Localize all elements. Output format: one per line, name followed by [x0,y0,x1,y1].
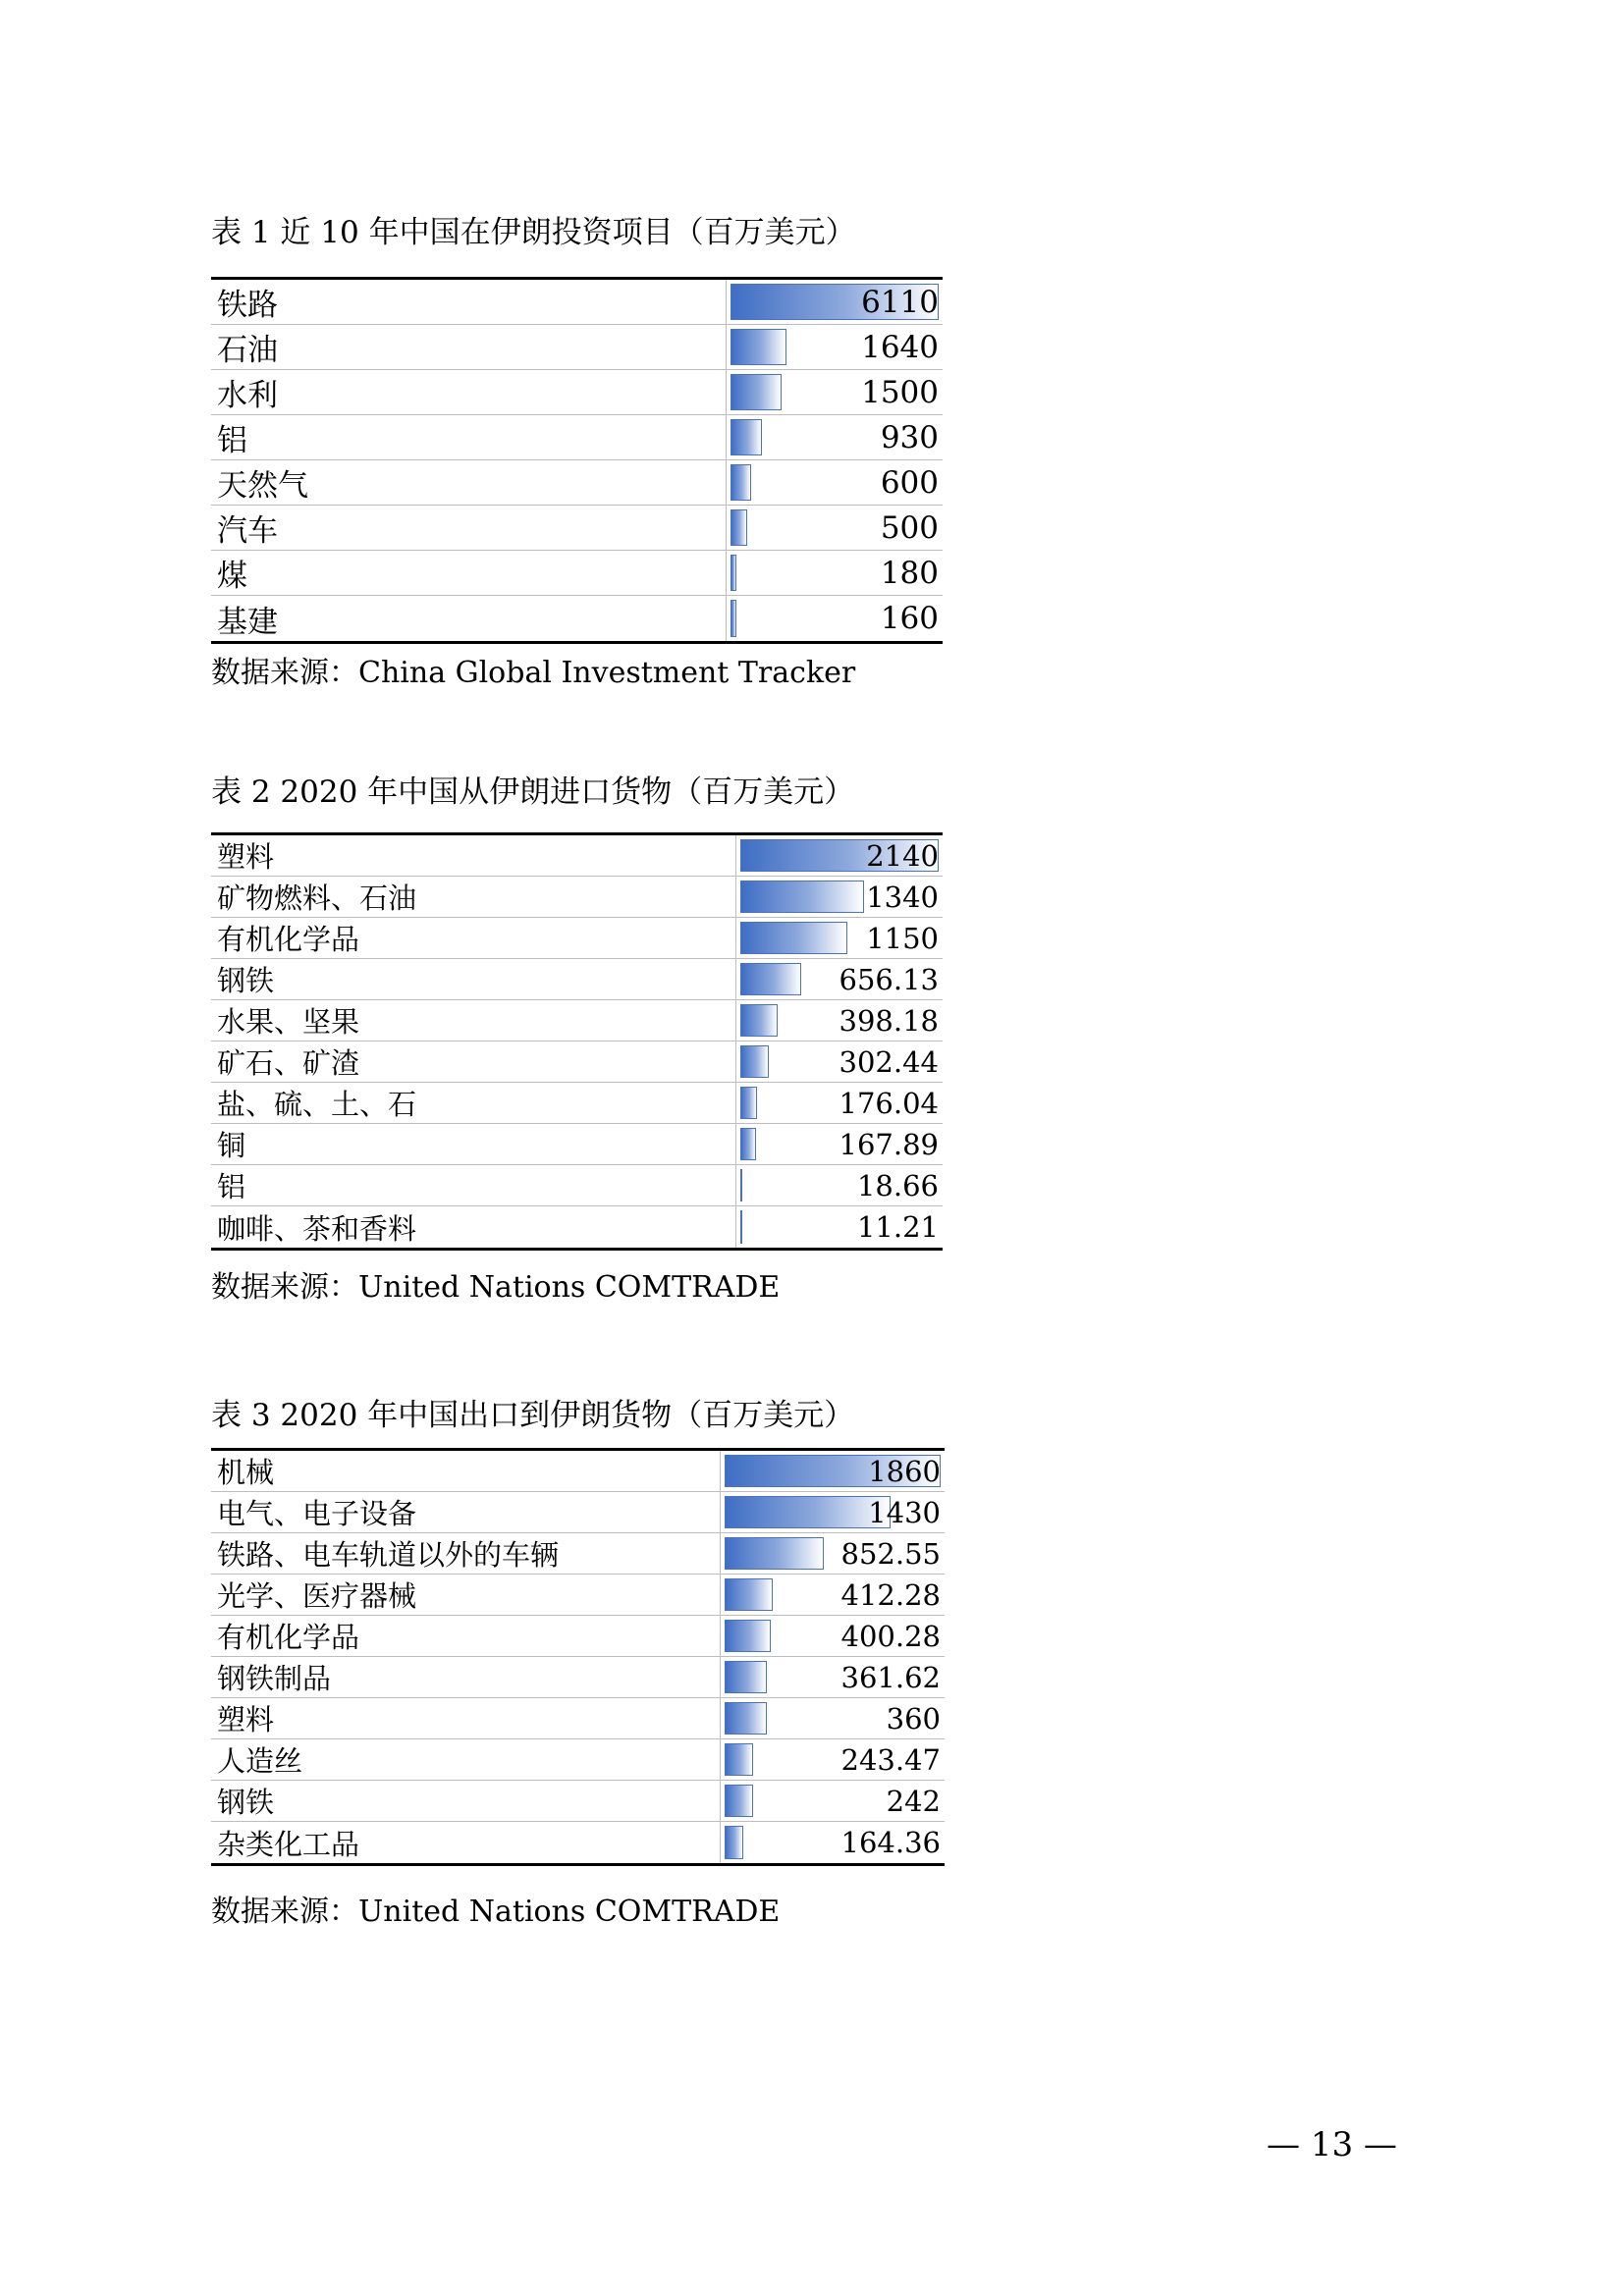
data-bar [740,963,801,995]
data-bar [725,1785,753,1817]
value-cell [727,596,943,641]
row-value: 2140 [866,838,939,873]
table-row [211,506,943,551]
row-value: 180 [880,555,939,591]
row-value: 1860 [868,1454,941,1488]
data-bar [725,1496,891,1528]
table-row [211,551,943,596]
value-cell [736,877,943,917]
table-row [211,918,943,959]
row-label: 铁路、电车轨道以外的车辆 [211,1533,721,1574]
row-label: 钢铁 [211,959,736,999]
row-label: 有机化学品 [211,1616,721,1656]
data-bar [740,1210,742,1244]
data-bar [731,329,786,365]
row-value: 11.21 [856,1210,939,1244]
value-cell [727,280,943,324]
row-value: 656.13 [839,962,939,996]
table-row [211,1698,945,1739]
table-row [211,835,943,877]
row-value: 852.55 [840,1536,941,1571]
value-cell [736,959,943,999]
value-cell [721,1492,945,1532]
table-row [211,370,943,415]
value-cell [736,1083,943,1123]
row-label: 钢铁 [211,1781,721,1821]
row-value: 18.66 [856,1168,939,1202]
value-cell [727,506,943,550]
data-bar [725,1578,773,1611]
row-label: 汽车 [211,506,727,550]
table-row [211,1781,945,1822]
row-value: 1150 [866,921,939,955]
row-value: 400.28 [840,1619,941,1653]
table-3 [211,1448,945,1866]
value-cell [721,1822,945,1863]
value-cell [721,1781,945,1821]
row-label: 铝 [211,415,727,459]
row-value: 167.89 [839,1127,939,1161]
table-row [211,1575,945,1616]
row-label: 矿物燃料、石油 [211,877,736,917]
row-value: 412.28 [840,1577,941,1612]
value-cell [721,1657,945,1697]
row-label: 人造丝 [211,1739,721,1780]
row-label: 塑料 [211,1698,721,1738]
value-cell [721,1616,945,1656]
table-row [211,1492,945,1533]
table-row [211,1822,945,1863]
row-value: 360 [886,1701,941,1735]
table-row [211,1451,945,1492]
data-bar [725,1826,743,1859]
value-cell [736,1124,943,1164]
data-bar [725,1537,824,1570]
row-label: 铜 [211,1124,736,1164]
value-cell [727,370,943,414]
table-1-source: 数据来源：China Global Investment Tracker [211,656,856,690]
table-row [211,280,943,325]
row-value: 242 [886,1784,941,1818]
row-label: 有机化学品 [211,918,736,958]
table-1-caption: 表 1 近 10 年中国在伊朗投资项目（百万美元） [211,215,856,250]
value-cell [736,918,943,958]
row-label: 盐、硫、土、石 [211,1083,736,1123]
row-value: 1430 [868,1495,941,1529]
row-value: 302.44 [839,1044,939,1079]
table-row [211,1124,943,1165]
row-value: 1340 [866,880,939,914]
value-cell [721,1533,945,1574]
value-cell [721,1739,945,1780]
row-label: 水利 [211,370,727,414]
row-value: 930 [880,419,939,455]
value-cell [736,1000,943,1041]
table-row [211,959,943,1000]
row-label: 钢铁制品 [211,1657,721,1697]
table-row [211,460,943,506]
table-row [211,1739,945,1781]
value-cell [727,460,943,505]
row-label: 矿石、矿渣 [211,1041,736,1082]
row-label: 煤 [211,551,727,595]
row-label: 铝 [211,1165,736,1205]
row-label: 天然气 [211,460,727,505]
row-value: 600 [880,464,939,501]
data-bar [725,1702,767,1735]
value-cell [721,1698,945,1738]
table-row [211,1041,943,1083]
data-bar [725,1620,771,1652]
table-2 [211,832,943,1251]
data-bar [740,1128,756,1160]
value-cell [727,415,943,459]
row-value: 6110 [861,284,939,320]
data-bar [731,464,751,501]
data-bar [740,881,864,913]
row-label: 塑料 [211,835,736,876]
table-row [211,1657,945,1698]
row-label: 咖啡、茶和香料 [211,1206,736,1248]
row-label: 石油 [211,325,727,369]
row-value: 1640 [861,329,939,365]
value-cell [727,325,943,369]
row-label: 水果、坚果 [211,1000,736,1041]
data-bar [731,600,736,637]
table-row [211,596,943,641]
data-bar [740,1169,742,1201]
data-bar [731,374,782,410]
table-row [211,1165,943,1206]
value-cell [736,835,943,876]
value-cell [736,1206,943,1248]
table-2-caption: 表 2 2020 年中国从伊朗进口货物（百万美元） [211,774,855,810]
value-cell [727,551,943,595]
row-label: 杂类化工品 [211,1822,721,1863]
data-bar [731,555,736,591]
row-value: 398.18 [839,1003,939,1038]
data-bar [740,1087,757,1119]
data-bar [731,419,762,455]
row-value: 164.36 [840,1826,941,1859]
row-label: 机械 [211,1451,721,1491]
page-number: — 13 — [1267,2125,1397,2164]
table-row [211,1083,943,1124]
data-bar [740,1045,769,1078]
table-1 [211,277,943,644]
row-value: 1500 [861,374,939,410]
row-label: 电气、电子设备 [211,1492,721,1532]
data-bar [740,1004,778,1037]
table-row [211,1616,945,1657]
row-value: 160 [880,601,939,636]
table-row [211,1000,943,1041]
value-cell [721,1575,945,1615]
table-row [211,1533,945,1575]
data-bar [725,1743,753,1776]
table-row [211,877,943,918]
row-label: 光学、医疗器械 [211,1575,721,1615]
row-value: 500 [880,509,939,546]
row-label: 基建 [211,596,727,641]
row-value: 361.62 [840,1660,941,1694]
table-3-source: 数据来源：United Nations COMTRADE [211,1895,781,1929]
table-row [211,415,943,460]
row-label: 铁路 [211,280,727,324]
table-row [211,1206,943,1248]
row-value: 243.47 [840,1742,941,1777]
value-cell [736,1041,943,1082]
value-cell [736,1165,943,1205]
table-row [211,325,943,370]
table-2-source: 数据来源：United Nations COMTRADE [211,1270,781,1305]
data-bar [725,1661,767,1693]
data-bar [731,509,747,546]
table-3-caption: 表 3 2020 年中国出口到伊朗货物（百万美元） [211,1398,855,1433]
data-bar [740,922,847,954]
value-cell [721,1451,945,1491]
row-value: 176.04 [839,1086,939,1120]
